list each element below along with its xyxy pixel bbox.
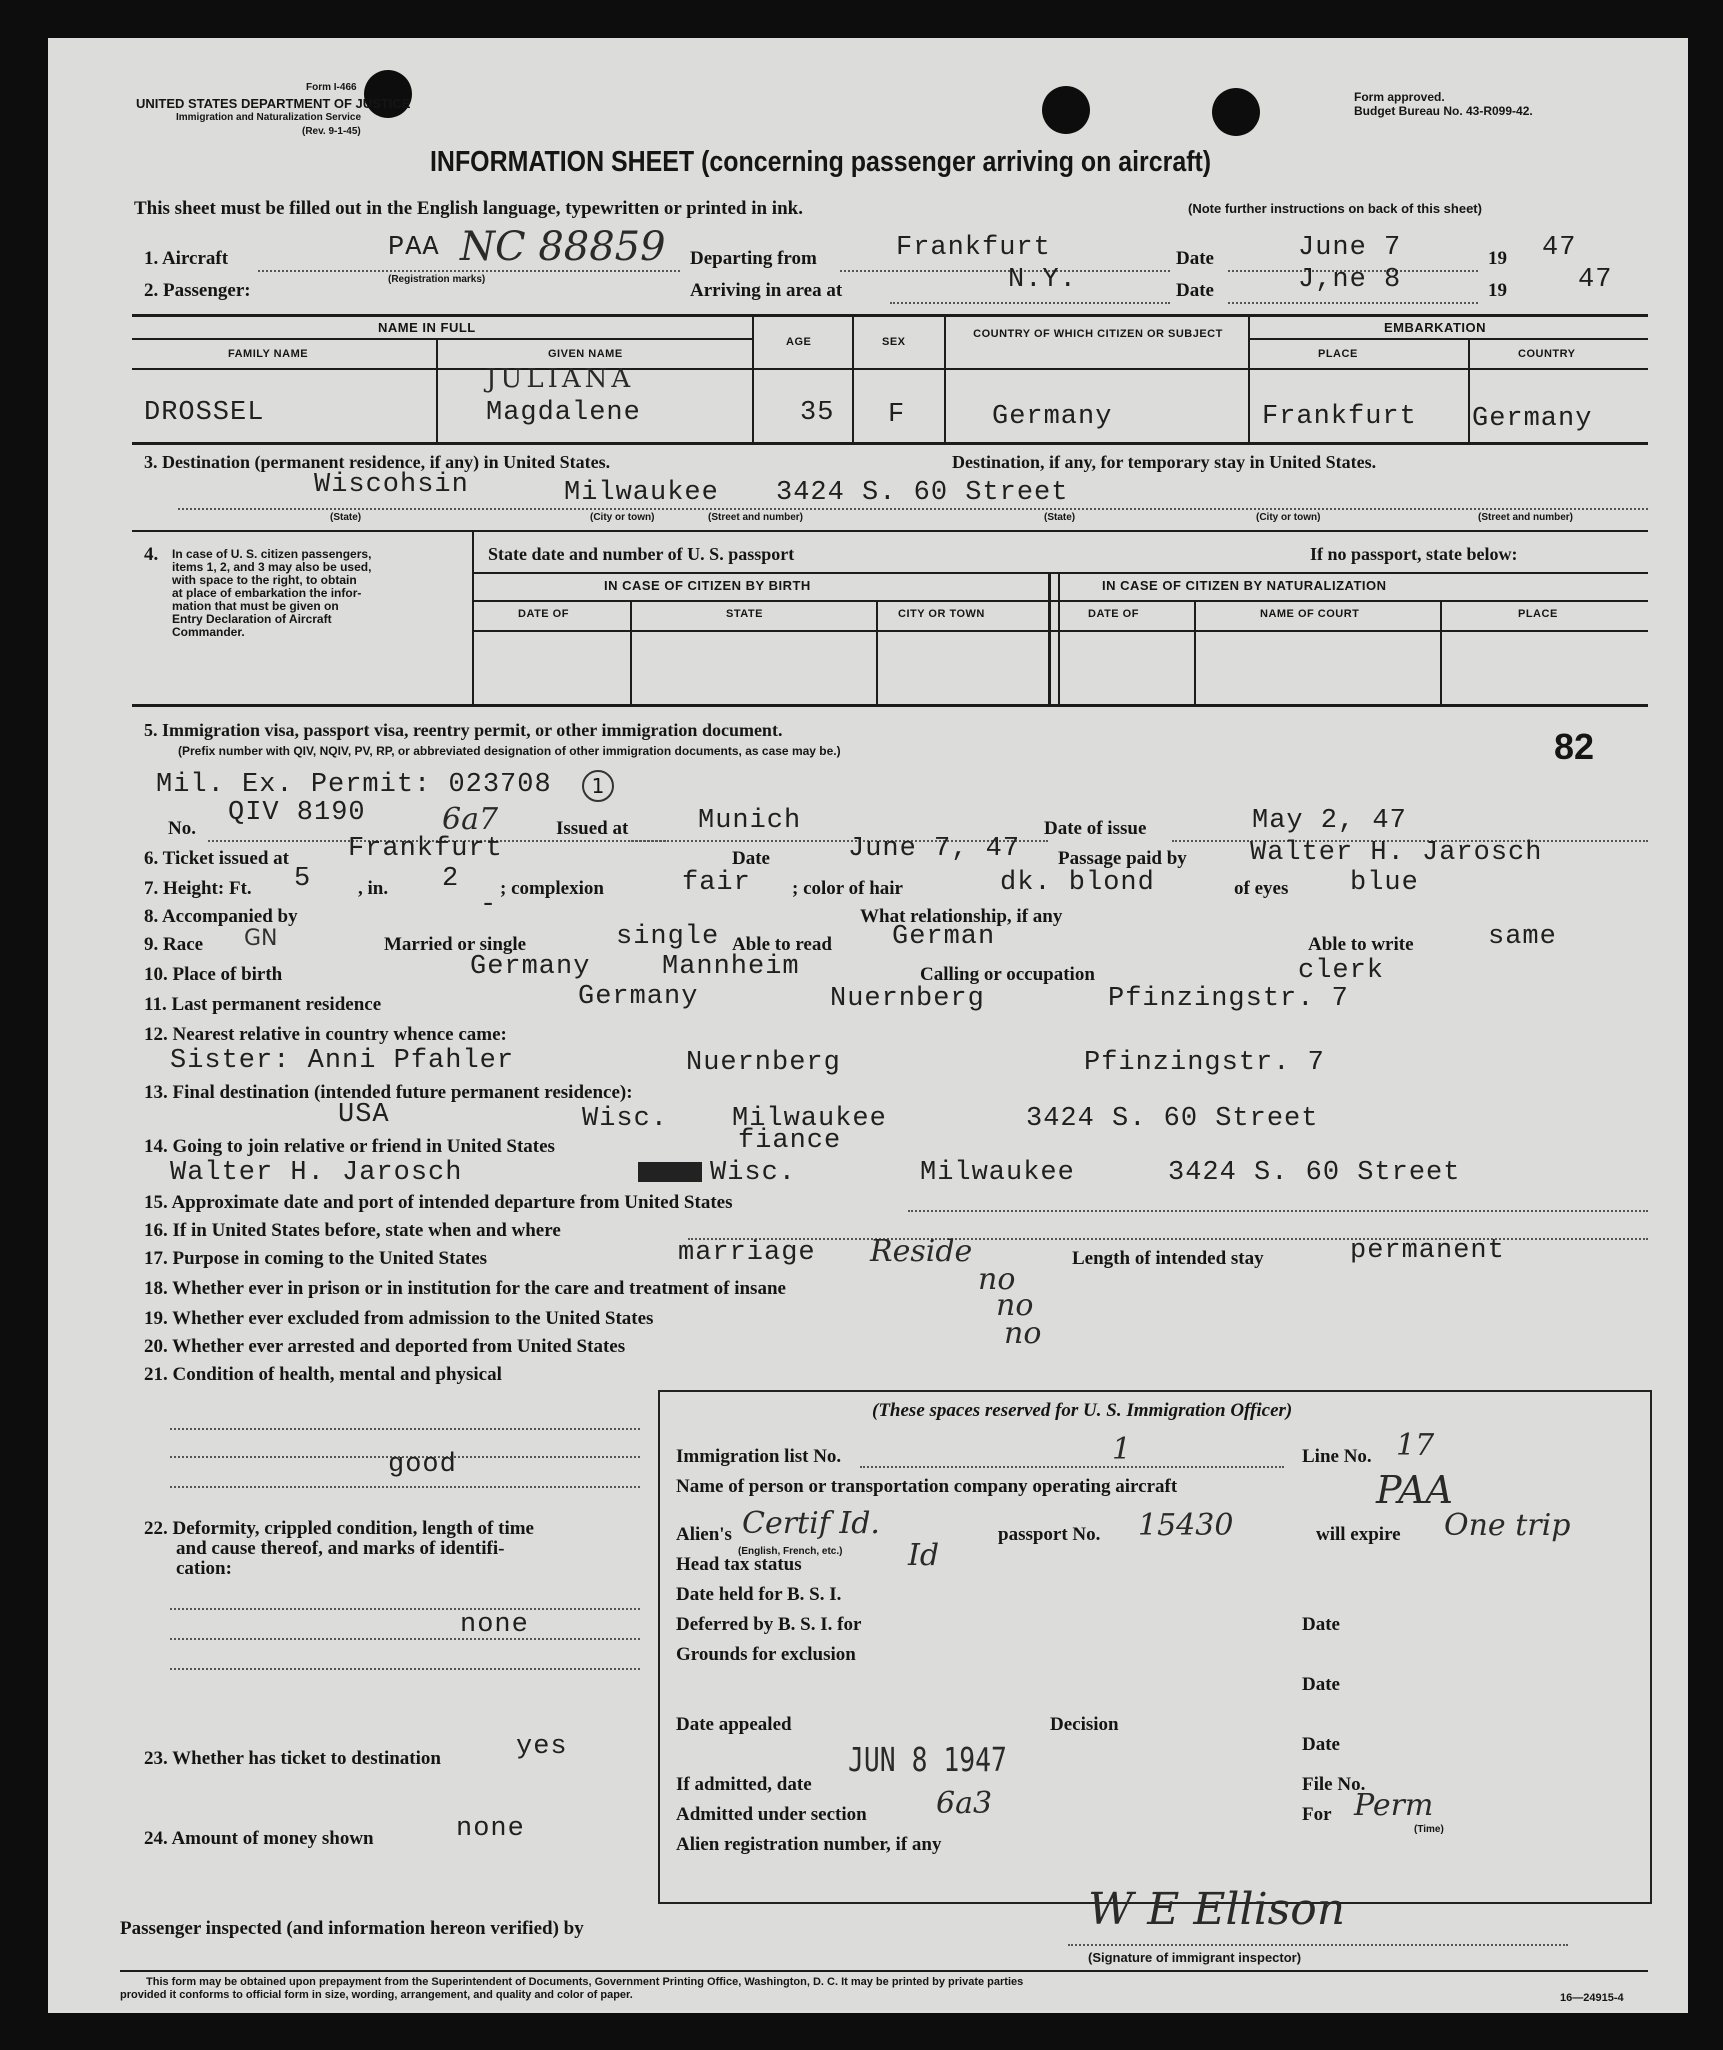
dest-street: 3424 S. 60 Street (776, 478, 1069, 508)
issued-at-value: Munich (698, 806, 802, 836)
court-header: NAME OF COURT (1260, 608, 1360, 620)
signature-caption: (Signature of immigrant inspector) (1088, 1950, 1302, 1965)
departure-date: June 7 (1298, 233, 1402, 263)
item8-label: 8. Accompanied by (144, 906, 298, 927)
arrival-year: 47 (1578, 265, 1613, 295)
held-label: Date held for B. S. I. (676, 1584, 842, 1605)
excluded-answer: no (996, 1288, 1034, 1323)
marital-label: Married or single (384, 934, 527, 955)
age-header: AGE (786, 336, 812, 348)
residence-city: Nuernberg (830, 984, 985, 1014)
age-value: 35 (800, 398, 835, 428)
caption-street: (Street and number) (708, 512, 804, 523)
item3-temp-label: Destination, if any, for temporary stay in United States. (952, 452, 1377, 472)
ticket-value: yes (516, 1732, 568, 1762)
final-country: USA (338, 1100, 390, 1130)
aircraft-value: PAA (388, 233, 440, 263)
citizenship-value: Germany (992, 402, 1113, 432)
date-of-header: DATE OF (1088, 608, 1139, 620)
head-tax-label: Head tax status (676, 1554, 802, 1575)
item4-line: at place of embarkation the infor- (172, 586, 362, 600)
deported-answer: no (1004, 1316, 1042, 1351)
friend-name: Walter H. Jarosch (170, 1158, 463, 1188)
complexion-label: ; complexion (500, 878, 604, 899)
strikeout-block (638, 1162, 702, 1182)
country-header: COUNTRY OF WHICH CITIZEN OR SUBJECT (973, 328, 1223, 340)
passenger-label: 2. Passenger: (144, 280, 251, 301)
agency-name: UNITED STATES DEPARTMENT OF JUSTICE (136, 96, 411, 111)
item9-label: 9. Race (144, 934, 204, 955)
hair-value: dk. blond (1000, 868, 1155, 898)
form-number: Form I-466 (306, 82, 357, 93)
health-value: good (388, 1450, 457, 1480)
punch-hole (1212, 88, 1260, 136)
passage-paid-value: Walter H. Jarosch (1250, 838, 1543, 868)
relationship-label: What relationship, if any (860, 906, 1063, 927)
dest-state: Wiscohsin (314, 470, 469, 500)
list-no-value: 1 (1112, 1432, 1132, 1467)
operator-label: Name of person or transportation company operating aircraft (676, 1476, 1178, 1497)
item4-line: Commander. (172, 625, 245, 639)
aliens-doc-value: Certif Id. (742, 1506, 880, 1541)
item4-number: 4. (144, 544, 159, 565)
year-prefix: 19 (1488, 248, 1507, 269)
eyes-value: blue (1350, 868, 1419, 898)
friend-street: 3424 S. 60 Street (1168, 1158, 1461, 1188)
decision-label: Decision (1050, 1714, 1119, 1735)
registration-caption: (Registration marks) (388, 274, 486, 285)
embarkation-country-value: Germany (1472, 404, 1593, 434)
departing-value: Frankfurt (896, 233, 1051, 263)
purpose-value: marriage (678, 1238, 816, 1268)
file-no-label: File No. (1302, 1774, 1366, 1795)
item4-instructions (172, 548, 371, 639)
footer-note-2: provided it conforms to official form in size, wording, arrangement, and quality and color of paper. (120, 1989, 633, 2001)
item5-prefix-note: (Prefix number with QIV, NQIV, PV, RP, or abbreviated designation of other immigration documents, as case may be.) (178, 744, 841, 758)
form-note: (Note further instructions on back of this sheet) (1188, 201, 1482, 216)
final-city: Milwaukee (732, 1104, 887, 1134)
caption-state: (State) (330, 512, 362, 523)
item20-label: 20. Whether ever arrested and deported from United States (144, 1336, 626, 1357)
circled-mark: 1 (582, 770, 614, 802)
officer-box-title: (These spaces reserved for U. S. Immigration Officer) (872, 1400, 1293, 1421)
residence-street: Pfinzingstr. 7 (1108, 984, 1349, 1014)
purpose-hand-note: Reside (870, 1234, 973, 1269)
prison-answer: no (978, 1262, 1016, 1297)
place-header: PLACE (1318, 348, 1358, 360)
accompanied-value: - (480, 890, 498, 920)
city-header: CITY OR TOWN (898, 608, 985, 620)
date-of-issue-value: May 2, 47 (1252, 806, 1407, 836)
item4-line: Entry Declaration of Aircraft (172, 612, 332, 626)
money-value: none (456, 1814, 525, 1844)
item6-date-label: Date (732, 848, 770, 869)
agency-service: Immigration and Naturalization Service (176, 112, 362, 123)
passport-value: 15430 (1138, 1508, 1234, 1543)
relative-city: Nuernberg (686, 1048, 841, 1078)
race-value: GN (244, 926, 278, 951)
grounds-date-label: Date (1302, 1674, 1340, 1695)
item23-label: 23. Whether has ticket to destination (144, 1748, 441, 1769)
item4-line: mation that must be given on (172, 599, 339, 613)
item5-label: 5. Immigration visa, passport visa, reentry permit, or other immigration document. (144, 720, 783, 740)
item4-line: In case of U. S. citizen passengers, (172, 547, 372, 561)
height-inches: 2 (442, 864, 460, 894)
write-value: same (1488, 922, 1557, 952)
item14-label: 14. Going to join relative or friend in United States (144, 1136, 555, 1157)
year-prefix: 19 (1488, 280, 1507, 301)
stay-length-label: Length of intended stay (1072, 1248, 1264, 1269)
form-instruction: This sheet must be filled out in the English language, typewritten or printed in ink. (134, 198, 803, 219)
item22-label-3: cation: (176, 1558, 232, 1579)
date-of-header: DATE OF (518, 608, 569, 620)
line-no-label: Line No. (1302, 1446, 1372, 1467)
item17-label: 17. Purpose in coming to the United States (144, 1248, 488, 1269)
friend-city: Milwaukee (920, 1158, 1075, 1188)
relative-street: Pfinzingstr. 7 (1084, 1048, 1325, 1078)
date-label: Date (1176, 248, 1214, 269)
item18-label: 18. Whether ever in prison or in institution for the care and treatment of insane (144, 1278, 786, 1299)
doc-number-label: No. (168, 818, 196, 839)
final-street: 3424 S. 60 Street (1026, 1104, 1319, 1134)
item24-label: 24. Amount of money shown (144, 1828, 374, 1849)
registration-label: Alien registration number, if any (676, 1834, 942, 1855)
item22-label: 22. Deformity, crippled condition, length of time (144, 1518, 534, 1539)
caption-street: (Street and number) (1478, 512, 1574, 523)
place-header: PLACE (1518, 608, 1558, 620)
departure-year: 47 (1542, 233, 1577, 263)
country-column-header: COUNTRY (1518, 348, 1576, 360)
doc-number-value: QIV 8190 (228, 798, 366, 828)
caption-city: (City or town) (590, 512, 655, 523)
given-name-correction: JULIANA (486, 364, 635, 394)
hair-label: ; color of hair (792, 878, 903, 899)
expire-label: will expire (1316, 1524, 1401, 1545)
doc-hand-note: 6a7 (442, 802, 499, 837)
admission-date-stamp: JUN 8 1947 (848, 1740, 1007, 1779)
item12-label: 12. Nearest relative in country whence came: (144, 1024, 507, 1045)
registration-value: NC 88859 (460, 224, 666, 270)
item3-label: 3. Destination (permanent residence, if any) in United States. (144, 452, 611, 472)
item21-label: 21. Condition of health, mental and physical (144, 1364, 502, 1385)
item6-label: 6. Ticket issued at (144, 848, 289, 869)
budget-bureau: Budget Bureau No. 43-R099-42. (1354, 104, 1533, 118)
marital-value: single (616, 922, 720, 952)
aliens-caption: (English, French, etc.) (738, 1546, 843, 1557)
read-label: Able to read (732, 934, 832, 955)
arriving-value: N.Y. (1008, 265, 1077, 295)
item6-value: Frankfurt (348, 834, 503, 864)
item13-label: 13. Final destination (intended future permanent residence): (144, 1082, 633, 1103)
arriving-label: Arriving in area at (690, 280, 843, 301)
operator-value: PAA (1376, 1468, 1453, 1512)
form-code: 16—24915-4 (1560, 1992, 1624, 2004)
item19-label: 19. Whether ever excluded from admission to the United States (144, 1308, 654, 1329)
given-name-value: Magdalene (486, 398, 641, 428)
for-label: For (1302, 1804, 1332, 1825)
occupation-label: Calling or occupation (920, 964, 1095, 985)
no-passport-label: If no passport, state below: (1310, 544, 1518, 564)
item15-label: 15. Approximate date and port of intended departure from United States (144, 1192, 733, 1213)
form-title: INFORMATION SHEET (concerning passenger arriving on aircraft) (430, 146, 1212, 178)
caption-city: (City or town) (1256, 512, 1321, 523)
arrival-date: J,ne 8 (1298, 265, 1402, 295)
relationship-value: fiance (738, 1126, 842, 1156)
inspected-label: Passenger inspected (and information hereon verified) by (120, 1918, 584, 1939)
grounds-label: Grounds for exclusion (676, 1644, 856, 1665)
dest-city: Milwaukee (564, 478, 719, 508)
family-name-header: FAMILY NAME (228, 348, 309, 360)
birth-city: Mannheim (662, 952, 800, 982)
passage-paid-label: Passage paid by (1058, 848, 1187, 869)
list-no-label: Immigration list No. (676, 1446, 842, 1467)
date-label: Date (1176, 280, 1214, 301)
corner-number: 82 (1554, 726, 1595, 767)
sex-header: SEX (882, 336, 906, 348)
height-feet: 5 (294, 864, 312, 894)
occupation-value: clerk (1298, 956, 1385, 986)
admitted-label: If admitted, date (676, 1774, 812, 1795)
by-birth-header: IN CASE OF CITIZEN BY BIRTH (604, 578, 811, 593)
aliens-label: Alien's (676, 1524, 732, 1545)
departing-label: Departing from (690, 248, 817, 269)
caption-state: (State) (1044, 512, 1076, 523)
read-value: German (892, 922, 996, 952)
birth-country: Germany (470, 952, 591, 982)
form-sheet (48, 38, 1688, 2013)
decision-date-label: Date (1302, 1734, 1340, 1755)
footer-note-1: This form may be obtained upon prepayment from the Superintendent of Documents, Government Printing Office, Washington, D. C. It may be printed by private parties (146, 1976, 1024, 1988)
time-caption: (Time) (1414, 1824, 1444, 1835)
height-inches-label: , in. (358, 878, 389, 899)
family-name-value: DROSSEL (144, 398, 265, 428)
embarkation-header: EMBARKATION (1384, 320, 1487, 335)
section-label: Admitted under section (676, 1804, 867, 1825)
issued-at-label: Issued at (556, 818, 629, 839)
name-in-full-header: NAME IN FULL (378, 320, 476, 335)
punch-hole (1042, 86, 1090, 134)
deferred-date-label: Date (1302, 1614, 1340, 1635)
for-value: Perm (1354, 1788, 1434, 1823)
embarkation-place-value: Frankfurt (1262, 402, 1417, 432)
by-naturalization-header: IN CASE OF CITIZEN BY NATURALIZATION (1102, 578, 1387, 593)
form-approved: Form approved. (1354, 90, 1445, 104)
inspector-signature: W E Ellison (1088, 1884, 1346, 1935)
item6-date-value: June 7, 47 (848, 834, 1021, 864)
expire-value: One trip (1444, 1508, 1571, 1543)
appealed-label: Date appealed (676, 1714, 792, 1735)
item7-label: 7. Height: Ft. (144, 878, 252, 899)
passport-label: passport No. (998, 1524, 1101, 1545)
us-passport-label: State date and number of U. S. passport (488, 544, 795, 564)
item4-line: items 1, 2, and 3 may also be used, (172, 560, 372, 574)
complexion-value: fair (682, 868, 751, 898)
stay-length-value: permanent (1350, 1236, 1505, 1266)
military-exit-permit: Mil. Ex. Permit: 023708 (156, 770, 552, 800)
residence-country: Germany (578, 982, 699, 1012)
aircraft-label: 1. Aircraft (144, 248, 229, 269)
item16-label: 16. If in United States before, state when and where (144, 1220, 561, 1241)
line-no-value: 17 (1396, 1428, 1435, 1463)
state-header: STATE (726, 608, 763, 620)
section-value: 6a3 (936, 1786, 993, 1821)
friend-state: Wisc. (710, 1158, 797, 1188)
given-name-header: GIVEN NAME (548, 348, 623, 360)
item10-label: 10. Place of birth (144, 964, 283, 985)
date-of-issue-label: Date of issue (1044, 818, 1147, 839)
deferred-label: Deferred by B. S. I. for (676, 1614, 862, 1635)
deformity-value: none (460, 1610, 529, 1640)
sex-value: F (888, 400, 906, 430)
item11-label: 11. Last permanent residence (144, 994, 382, 1015)
head-tax-value: Id (908, 1538, 940, 1573)
eyes-label: of eyes (1234, 878, 1289, 899)
final-state: Wisc. (582, 1104, 669, 1134)
item22-label-2: and cause thereof, and marks of identifi- (176, 1538, 505, 1559)
item4-line: with space to the right, to obtain (172, 573, 357, 587)
write-label: Able to write (1308, 934, 1414, 955)
relative-name: Sister: Anni Pfahler (170, 1046, 515, 1076)
form-revision: (Rev. 9-1-45) (302, 126, 361, 137)
